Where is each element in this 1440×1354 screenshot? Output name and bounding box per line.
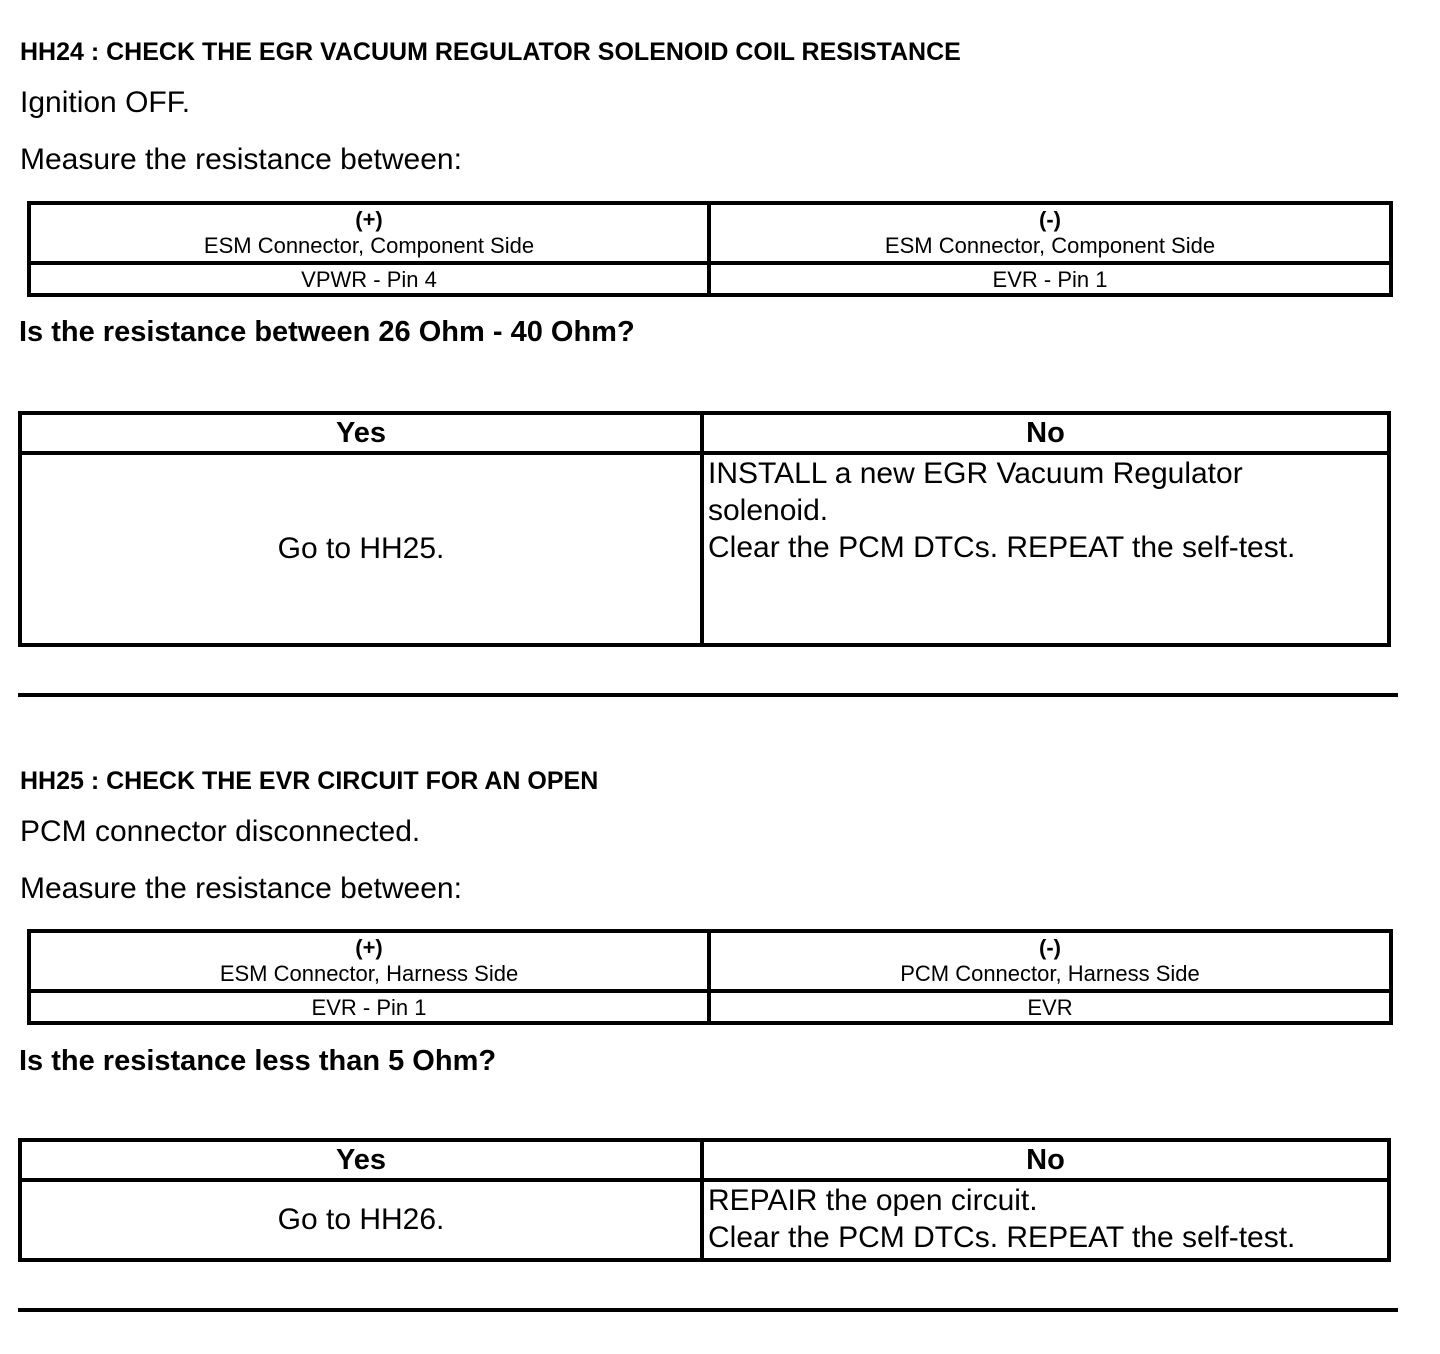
section-divider [18,1308,1398,1312]
hh24-no-action [702,453,1389,645]
hh24-result-table [18,411,1391,647]
hh24-no-header: No [702,413,1389,453]
hh25-plus-header [29,931,709,991]
hh25-instruction: Measure the resistance between: [20,872,462,905]
hh24-plus-label: ESM Connector, Component Side [203,232,535,258]
hh24-plus-header [29,203,709,263]
hh24-condition: Ignition OFF. [20,86,191,119]
hh25-minus-header [709,931,1391,991]
hh25-yes-action: Go to HH26. [20,1180,702,1260]
hh25-no-header: No [702,1140,1389,1180]
hh25-no-action-line: REPAIR the open circuit. [708,1184,1038,1217]
hh25-no-action [702,1180,1389,1260]
hh24-minus-value: EVR - Pin 1 [709,263,1391,295]
hh25-minus-value: EVR [709,991,1391,1023]
hh24-instruction: Measure the resistance between: [20,143,462,176]
hh24-yes-action: Go to HH25. [20,453,702,645]
hh24-question: Is the resistance between 26 Ohm - 40 Ohm? [19,316,635,348]
hh25-no-action-line: Clear the PCM DTCs. REPEAT the self-test. [708,1221,1296,1254]
hh25-minus-label: PCM Connector, Harness Side [900,960,1200,986]
hh25-result-table [18,1138,1391,1262]
hh25-plus-sign: (+) [355,934,383,960]
hh24-no-action-line: Clear the PCM DTCs. REPEAT the self-test. [708,531,1296,564]
hh25-plus-label: ESM Connector, Harness Side [219,960,519,986]
hh24-yes-header: Yes [20,413,702,453]
hh24-minus-sign: (-) [1039,206,1061,232]
hh24-minus-label: ESM Connector, Component Side [884,232,1216,258]
hh25-yes-header: Yes [20,1140,702,1180]
hh25-heading: HH25 : CHECK THE EVR CIRCUIT FOR AN OPEN [20,767,599,795]
hh24-heading: HH24 : CHECK THE EGR VACUUM REGULATOR SOLENOID COIL RESISTANCE [20,38,961,66]
hh24-measurement-table [27,201,1393,297]
hh25-condition: PCM connector disconnected. [20,815,421,848]
hh24-minus-header [709,203,1391,263]
hh24-no-action-line: INSTALL a new EGR Vacuum Regulator [708,457,1243,490]
hh24-plus-sign: (+) [355,206,383,232]
hh25-minus-sign: (-) [1039,934,1061,960]
hh25-plus-value: EVR - Pin 1 [29,991,709,1023]
hh25-measurement-table [27,929,1393,1025]
section-divider [18,693,1398,697]
hh24-plus-value: VPWR - Pin 4 [29,263,709,295]
hh24-no-action-line: solenoid. [708,494,829,527]
hh25-question: Is the resistance less than 5 Ohm? [19,1045,497,1077]
